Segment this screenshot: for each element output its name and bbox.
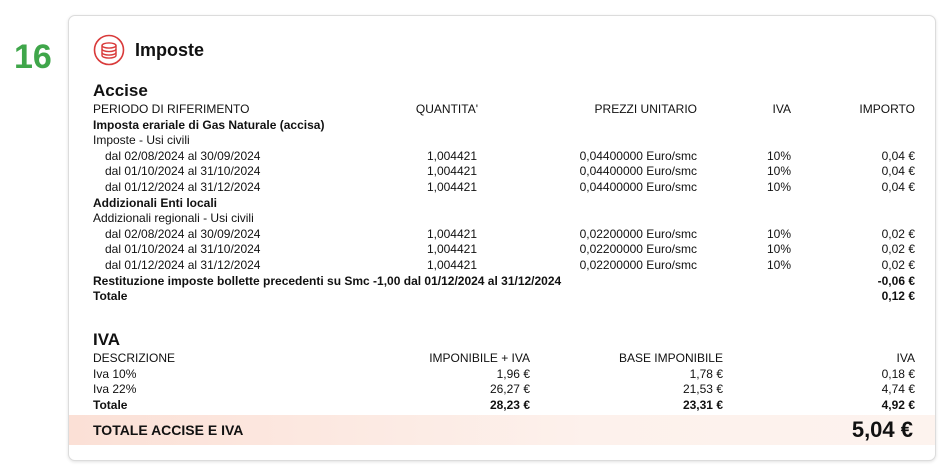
row-iva: 10%	[766, 148, 791, 163]
total-bar	[69, 415, 935, 445]
row-amount: 0,02 €	[881, 226, 915, 241]
table-row	[93, 274, 915, 290]
imposte-card	[68, 15, 936, 461]
table-row	[93, 367, 915, 383]
row-quantity: 1,004421	[426, 257, 477, 272]
total-label: TOTALE ACCISE E IVA	[93, 422, 244, 438]
table-row	[93, 398, 915, 414]
row-amount: -0,06 €	[877, 273, 915, 288]
row-gross: 28,23 €	[489, 397, 530, 412]
iva-title: IVA	[93, 330, 121, 349]
col-base-imponibile: BASE IMPONIBILE	[618, 351, 723, 365]
row-label: dal 01/10/2024 al 31/10/2024	[105, 242, 261, 257]
row-quantity: 1,004421	[426, 242, 477, 257]
row-label: Imposta erariale di Gas Naturale (accisa)	[93, 117, 325, 132]
iva-header-row	[93, 351, 915, 367]
row-price: 0,02200000 Euro/smc	[579, 242, 697, 257]
row-iva: 0,18 €	[881, 366, 915, 381]
page-number: 16	[14, 38, 52, 76]
row-iva: 10%	[766, 179, 791, 194]
row-price: 0,04400000 Euro/smc	[579, 164, 697, 179]
table-row	[93, 211, 915, 227]
col-importo: IMPORTO	[859, 102, 915, 116]
table-row	[93, 133, 915, 149]
row-quantity: 1,004421	[426, 164, 477, 179]
col-iva-amount: IVA	[896, 351, 915, 365]
row-amount: 0,04 €	[881, 179, 915, 194]
row-label: dal 01/10/2024 al 31/10/2024	[105, 164, 261, 179]
row-iva: 10%	[766, 257, 791, 272]
table-row	[93, 289, 915, 305]
table-row	[93, 196, 915, 212]
card-header	[93, 34, 204, 66]
row-quantity: 1,004421	[426, 179, 477, 194]
row-base: 1,78 €	[689, 366, 723, 381]
row-iva: 4,74 €	[881, 382, 915, 397]
row-label: dal 02/08/2024 al 30/09/2024	[105, 226, 261, 241]
iva-table	[93, 351, 915, 413]
table-row	[93, 382, 915, 398]
row-base: 23,31 €	[682, 397, 723, 412]
row-label: Restituzione imposte bollette precedenti su Smc -1,00 dal 01/12/2024 al 31/12/2024	[93, 273, 562, 288]
row-iva: 10%	[766, 242, 791, 257]
row-amount: 0,04 €	[881, 164, 915, 179]
row-label: Totale	[93, 397, 128, 412]
row-label: Totale	[93, 289, 128, 304]
row-label: Iva 22%	[93, 382, 137, 397]
row-label: dal 02/08/2024 al 30/09/2024	[105, 148, 261, 163]
section-header-title: Imposte	[135, 39, 205, 60]
row-amount: 0,12 €	[881, 289, 915, 304]
row-price: 0,02200000 Euro/smc	[579, 226, 697, 241]
row-quantity: 1,004421	[426, 226, 477, 241]
row-amount: 0,02 €	[881, 242, 915, 257]
col-iva: IVA	[772, 102, 791, 116]
col-periodo: PERIODO DI RIFERIMENTO	[93, 102, 250, 116]
row-label: Addizionali Enti locali	[93, 195, 218, 210]
coins-icon	[93, 34, 125, 66]
row-label: Imposte - Usi civili	[93, 133, 190, 148]
col-quantita: QUANTITA'	[415, 102, 478, 116]
table-row	[93, 164, 915, 180]
row-price: 0,04400000 Euro/smc	[579, 148, 697, 163]
col-descrizione: DESCRIZIONE	[93, 351, 176, 365]
row-amount: 0,04 €	[881, 148, 915, 163]
row-iva: 10%	[766, 164, 791, 179]
row-price: 0,04400000 Euro/smc	[579, 179, 697, 194]
row-gross: 26,27 €	[489, 382, 530, 397]
row-quantity: 1,004421	[426, 148, 477, 163]
accise-table	[93, 102, 915, 305]
table-row	[93, 180, 915, 196]
row-gross: 1,96 €	[496, 366, 530, 381]
row-iva: 10%	[766, 226, 791, 241]
row-label: dal 01/12/2024 al 31/12/2024	[105, 179, 261, 194]
table-row	[93, 242, 915, 258]
row-base: 21,53 €	[682, 382, 723, 397]
row-amount: 0,02 €	[881, 257, 915, 272]
col-imponibile-iva: IMPONIBILE + IVA	[429, 351, 530, 365]
col-prezzi: PREZZI UNITARIO	[594, 102, 697, 116]
total-value: 5,04 €	[851, 417, 913, 442]
table-row	[93, 258, 915, 274]
row-price: 0,02200000 Euro/smc	[579, 257, 697, 272]
table-row	[93, 149, 915, 165]
table-row	[93, 227, 915, 243]
row-iva: 4,92 €	[881, 397, 915, 412]
accise-title: Accise	[93, 81, 148, 100]
table-row	[93, 118, 915, 134]
accise-header-row	[93, 102, 915, 118]
row-label: Addizionali regionali - Usi civili	[93, 211, 254, 226]
row-label: dal 01/12/2024 al 31/12/2024	[105, 257, 261, 272]
row-label: Iva 10%	[93, 366, 137, 381]
